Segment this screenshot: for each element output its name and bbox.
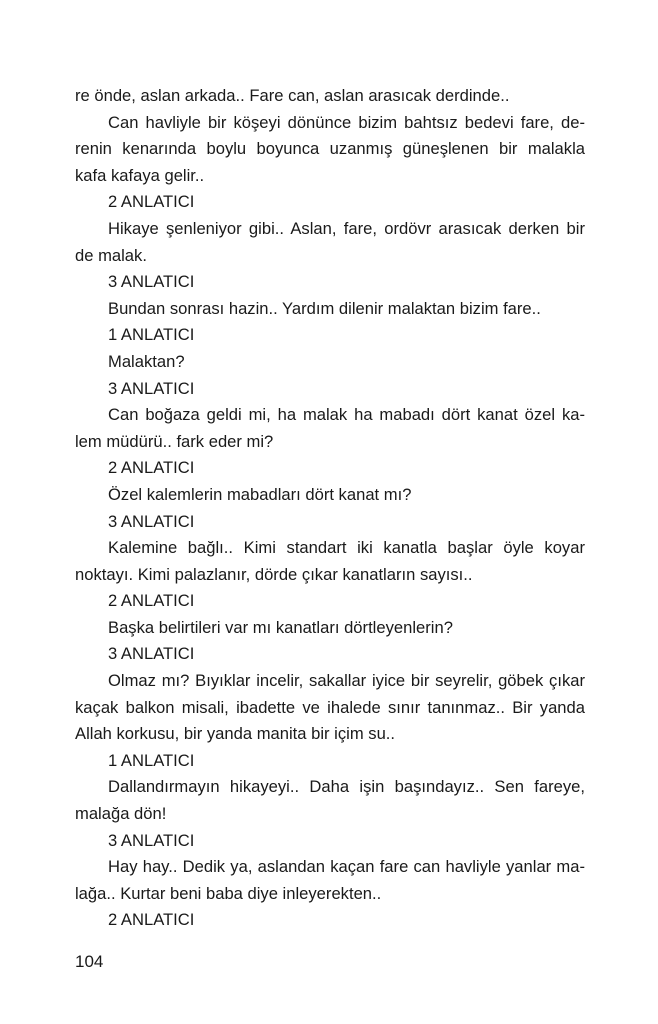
text-line: re önde, aslan arkada.. Fare can, aslan arasıcak derdinde.. <box>75 86 510 105</box>
speaker-label: 3 ANLATICI <box>108 272 195 292</box>
text-line: kaçak balkon misali, ibadette ve ihalede sınır tanınmaz.. Bir yanda <box>75 697 585 717</box>
text-line: Malaktan? <box>108 351 185 371</box>
speaker-label: 1 ANLATICI <box>108 325 195 345</box>
text-line: Can boğaza geldi mi, ha malak ha mabadı dört kanat özel ka- <box>108 405 585 425</box>
speaker-label: 3 ANLATICI <box>108 644 195 664</box>
speaker-label: 2 ANLATICI <box>108 910 195 930</box>
text-line: Kalemine bağlı.. Kimi standart iki kanatla başlar öyle koyar <box>108 538 585 558</box>
text-line: noktayı. Kimi palazlanır, dörde çıkar kanatların sayısı.. <box>75 564 473 584</box>
text-line: Olmaz mı? Bıyıklar incelir, sakallar iyice bir seyrelir, göbek çıkar <box>108 671 585 691</box>
text-line: Başka belirtileri var mı kanatları dörtleyenlerin? <box>108 617 453 637</box>
text-line: Hay hay.. Dedik ya, aslandan kaçan fare can havliyle yanlar ma- <box>108 857 585 877</box>
text-line: Özel kalemlerin mabadları dört kanat mı? <box>108 484 412 504</box>
speaker-label: 3 ANLATICI <box>108 378 195 398</box>
text-line: lem müdürü.. fark eder mi? <box>75 431 274 451</box>
body-text <box>75 83 585 934</box>
text-line: de malak. <box>75 245 147 265</box>
text-line: lağa.. Kurtar beni baba diye inleyerekten.. <box>75 883 382 903</box>
text-line: renin kenarında boylu boyunca uzanmış güneşlenen bir malakla <box>75 139 585 159</box>
speaker-label: 2 ANLATICI <box>108 192 195 212</box>
text-line: kafa kafaya gelir.. <box>75 165 205 185</box>
text-line: Can havliyle bir köşeyi dönünce bizim bahtsız bedevi fare, de- <box>108 112 585 132</box>
text-line: malağa dön! <box>75 804 167 824</box>
speaker-label: 2 ANLATICI <box>108 458 195 478</box>
speaker-label: 3 ANLATICI <box>108 830 195 850</box>
text-line: Bundan sonrası hazin.. Yardım dilenir malaktan bizim fare.. <box>108 298 541 318</box>
page-number: 104 <box>75 952 104 971</box>
text-line: Hikaye şenleniyor gibi.. Aslan, fare, ordövr arasıcak derken bir <box>108 218 585 238</box>
text-line: Allah korkusu, bir yanda manita bir içim su.. <box>75 724 396 744</box>
speaker-label: 3 ANLATICI <box>108 511 195 531</box>
speaker-label: 1 ANLATICI <box>108 750 195 770</box>
speaker-label: 2 ANLATICI <box>108 591 195 611</box>
text-line: Dallandırmayın hikayeyi.. Daha işin başındayız.. Sen fareye, <box>108 777 585 797</box>
